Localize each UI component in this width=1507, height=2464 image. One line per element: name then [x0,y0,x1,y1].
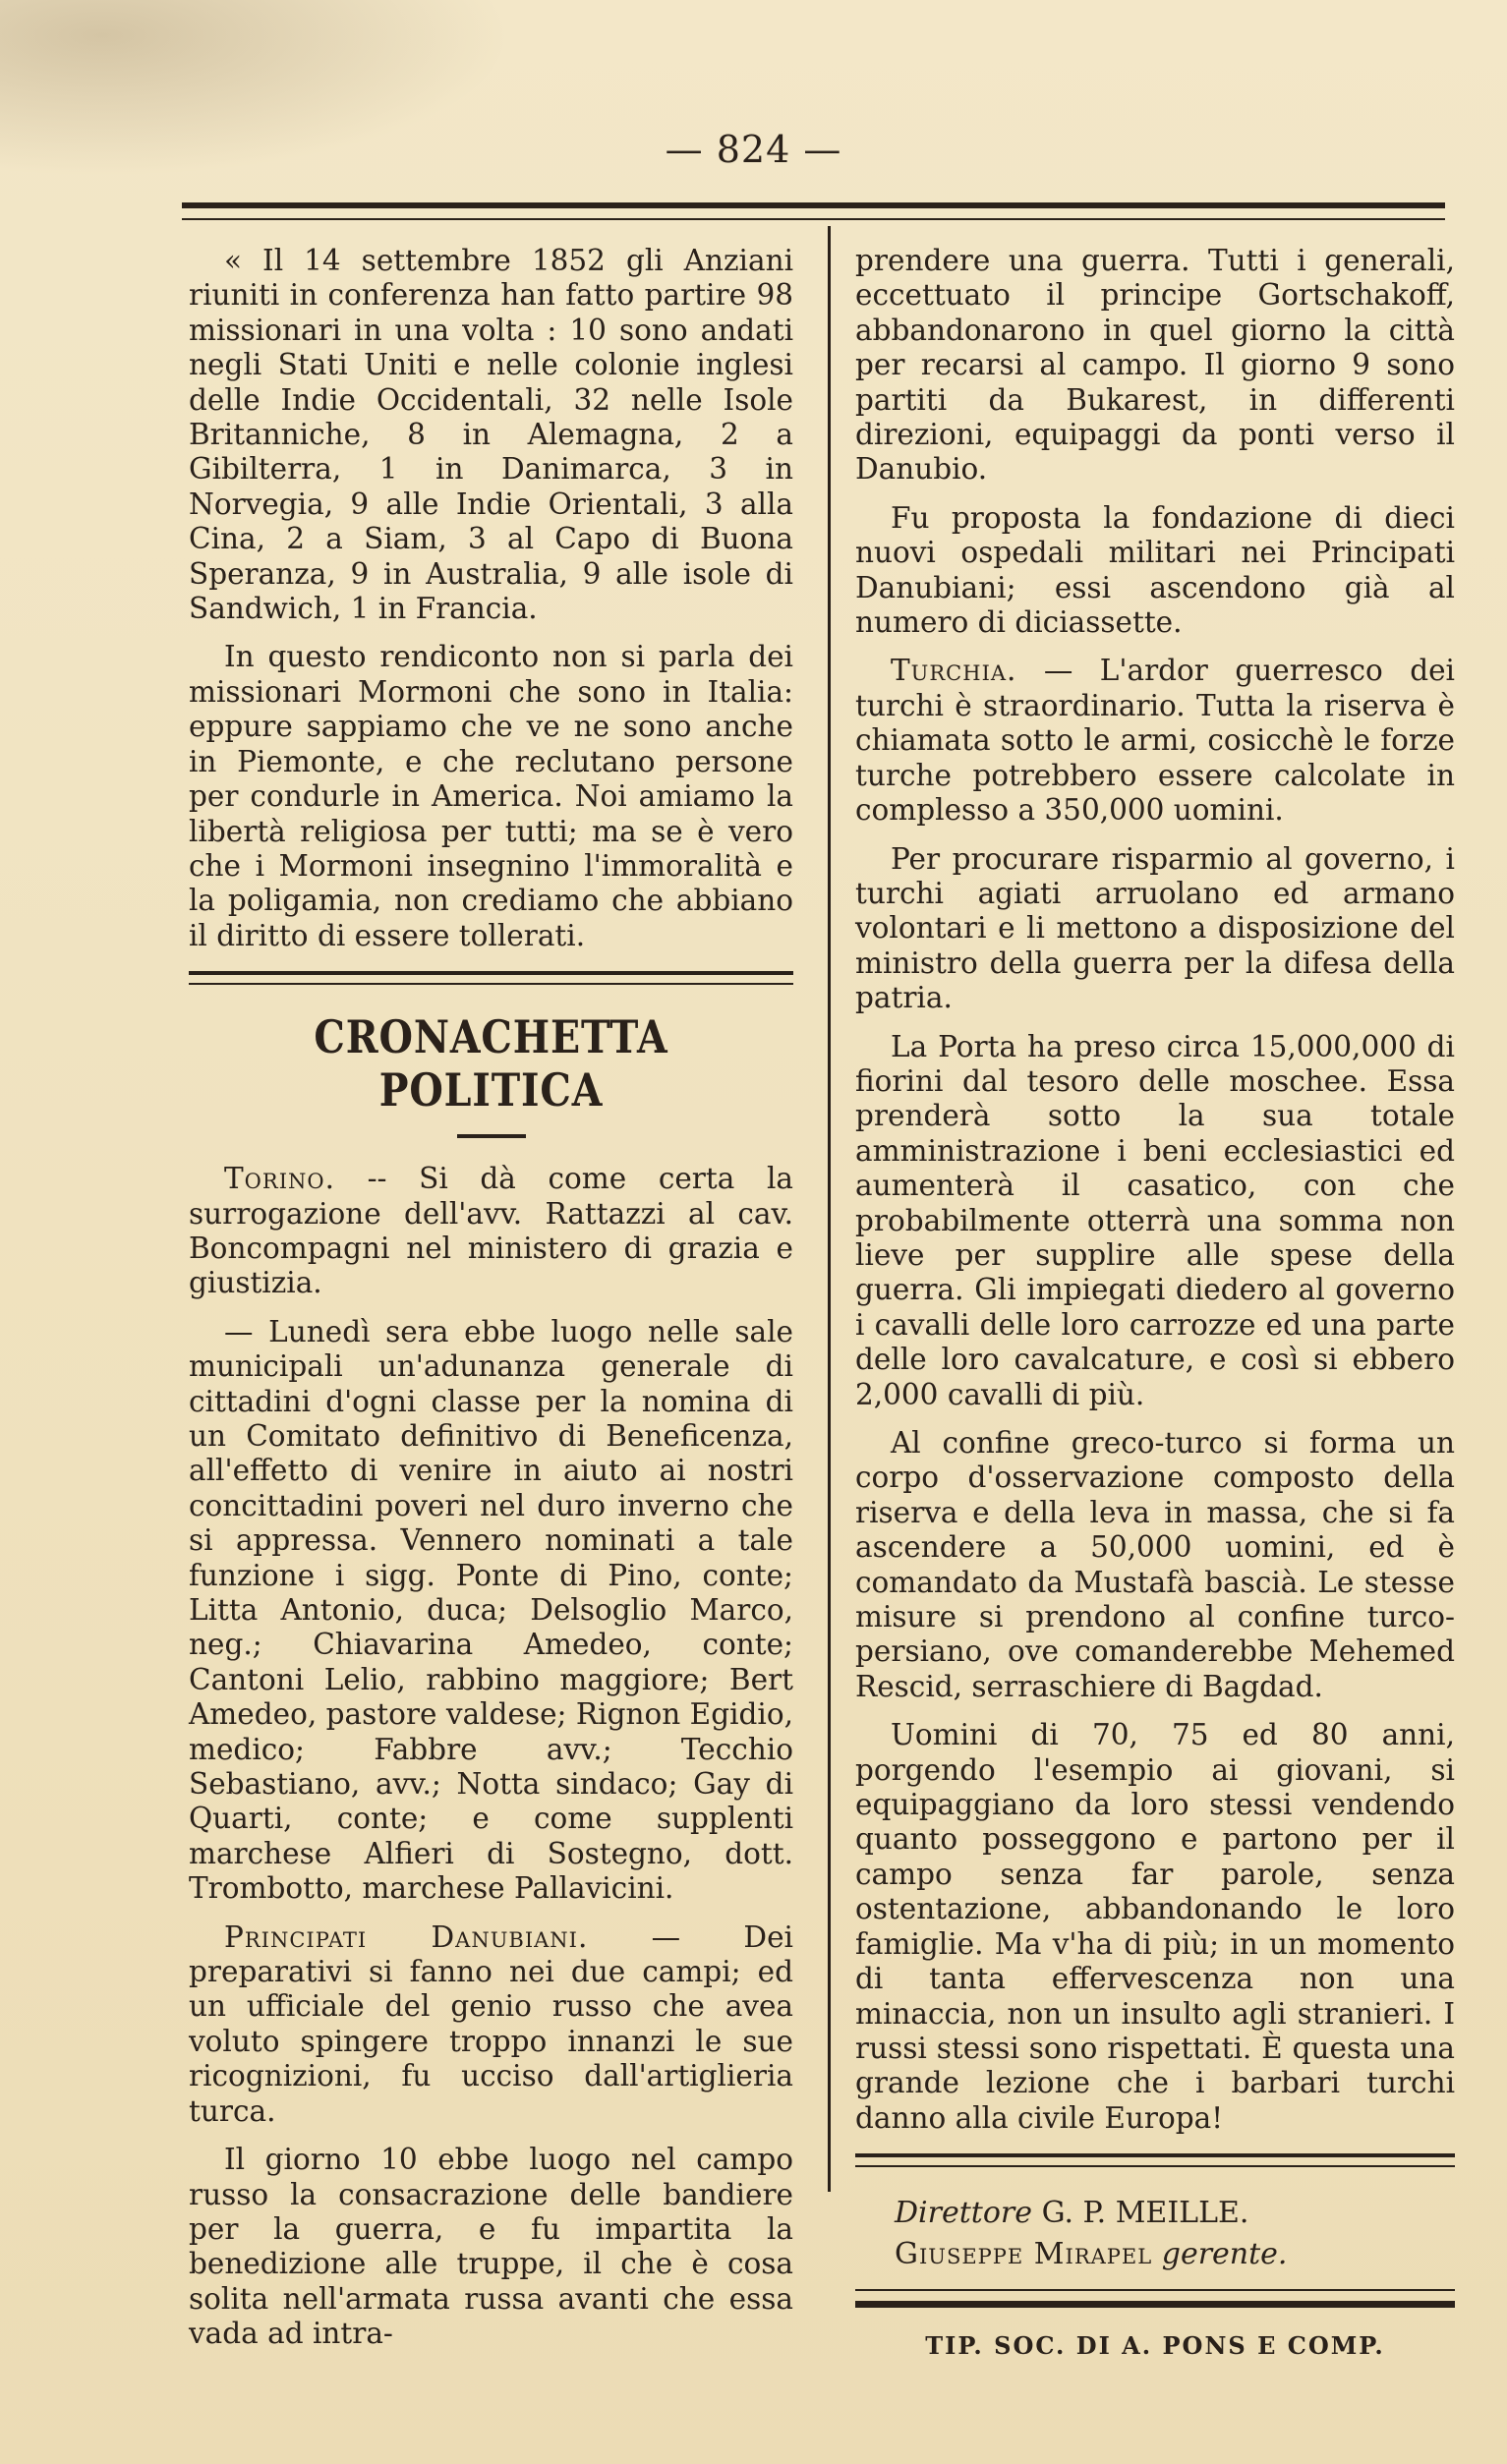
news-item [855,654,1455,828]
director-name: G. P. MEILLE. [1041,2196,1249,2231]
page-number: — 824 — [665,128,842,171]
manager-name: Giuseppe Mirapel [895,2237,1153,2272]
section-title: CRONACHETTA POLITICA [314,1010,668,1117]
title-underline [457,1134,526,1138]
news-text: — L'ardor guerresco dei turchi è straordinario. Tutta la riserva è chiamata sotto le armi, cosicchè le forze turche potrebbero essere calcolate in complesso a 350,000 uomini. [855,654,1455,828]
article-paragraph: Uomini di 70, 75 ed 80 anni, porgendo l'esempio ai giovani, si equipaggiano da loro stessi vendendo quanto posseggono e partono per il campo senza far parole, senza ostentazione, abbandonando le loro famiglie. Ma v'ha di più; in un momento di tanta effervescenza non una minaccia, non un insulto agli stranieri. I russi stessi sono rispettati. È questa una grande lezione che i barbari turchi danno alla civile Europa! [855,1718,1455,2135]
news-text: -- Si dà come certa la surrogazione dell'avv. Rattazzi al cav. Boncompagni nel ministero di grazia e giustizia. [189,1162,793,1300]
article-paragraph: « Il 14 settembre 1852 gli Anziani riuniti in conferenza han fatto partire 98 missionari in una volta : 10 sono andati negli Stati Uniti e nelle colonie inglesi delle Indie Occidentali, 32 nelle Isole Britanniche, 8 in Alemagna, 2 a Gibilterra, 1 in Danimarca, 3 in Norvegia, 9 alle Indie Orientali, 3 alla Cina, 2 a Siam, 3 al Capo di Buona Speranza, 9 in Australia, 9 alle isole di Sandwich, 1 in Francia. [189,244,793,626]
news-item [189,1920,793,2129]
article-paragraph: Per procurare risparmio al governo, i turchi agiati arruolano ed armano volontari e li mettono a disposizione del ministro della guerra per la difesa della patria. [855,841,1455,1015]
footer-rule [855,2289,1455,2308]
signature-rule [855,2153,1455,2167]
header-rule [182,202,1445,220]
column-divider [828,226,831,2192]
printer-credit: TIP. SOC. DI A. PONS E COMP. [925,2331,1385,2361]
right-column [855,244,1455,2360]
news-heading: Principati Danubiani. [224,1920,589,1954]
news-text: — Dei preparativi si fanno nei due campi; ed un ufficiale del genio russo che avea voluto spingere troppo innanzi le sue ricognizioni, fu ucciso dall'artiglieria turca. [189,1920,793,2128]
director-line [855,2193,1455,2234]
article-paragraph: — Lunedì sera ebbe luogo nelle sale municipali un'adunanza generale di cittadini d'ogni classe per la nomina di un Comitato definitivo di Beneficenza, all'effetto di venire in aiuto ai nostri concittadini poveri nel duro inverno che si appressa. Vennero nominati a tale funzione i sigg. Ponte di Pino, conte; Litta Antonio, duca; Delsoglio Marco, neg.; Chiavarina Amedeo, conte; Cantoni Lelio, rabbino maggiore; Bert Amedeo, pastore valdese; Rignon Egidio, medico; Fabbre avv.; Tecchio Sebastiano, avv.; Notta sindaco; Gay di Quarti, conte; e come supplenti marchese Alfieri di Sostegno, dott. Trombotto, marchese Pallavicini. [189,1314,793,1906]
director-role: Direttore [895,2196,1033,2231]
left-column [189,244,793,2366]
section-rule [189,971,793,985]
article-paragraph: In questo rendiconto non si parla dei missionari Mormoni che sono in Italia: eppure sappiamo che ve ne sono anche in Piemonte, e che reclutano persone per condurle in America. Noi amiamo la libertà religiosa per tutti; ma se è vero che i Mormoni insegnino l'immoralità e la poligamia, non crediamo che abbiano il diritto di essere tollerati. [189,640,793,952]
article-paragraph: Al confine greco-turco si forma un corpo d'osservazione composto della riserva e della leva in massa, che si fa ascendere a 50,000 uomini, ed è comandato da Mustafà bascià. Le stesse misure si prendono al confine turco-persiano, ove comanderebbe Mehemed Rescid, serraschiere di Bagdad. [855,1426,1455,1703]
article-paragraph: La Porta ha preso circa 15,000,000 di fiorini dal tesoro delle moschee. Essa prenderà sotto la sua totale amministrazione i beni ecclesiastici ed aumenterà il casatico, con che probabilmente otterrà una somma non lieve per supplire alle spese della guerra. Gli impiegati diedero al governo i cavalli delle loro carrozze ed una parte delle loro cavalcature, e così si ebbero 2,000 cavalli di più. [855,1029,1455,1411]
article-paragraph: Fu proposta la fondazione di dieci nuovi ospedali militari nei Principati Danubiani; essi ascendono già al numero di diciassette. [855,500,1455,640]
news-heading: Torino. [224,1162,335,1196]
manager-line [855,2234,1455,2275]
manager-role: gerente. [1161,2237,1288,2272]
news-heading: Turchia. [891,654,1017,688]
news-item [189,1162,793,1301]
article-paragraph: prendere una guerra. Tutti i generali, eccettuato il principe Gortschakoff, abbandonarono in quel giorno la città per recarsi al campo. Il giorno 9 sono partiti da Bukarest, in differenti direzioni, equipaggi da ponti verso il Danubio. [855,244,1455,487]
article-paragraph: Il giorno 10 ebbe luogo nel campo russo la consacrazione delle bandiere per la guerra, e fu impartita la benedizione alle truppe, il che è cosa solita nell'armata russa avanti che essa vada ad intra- [189,2143,793,2351]
